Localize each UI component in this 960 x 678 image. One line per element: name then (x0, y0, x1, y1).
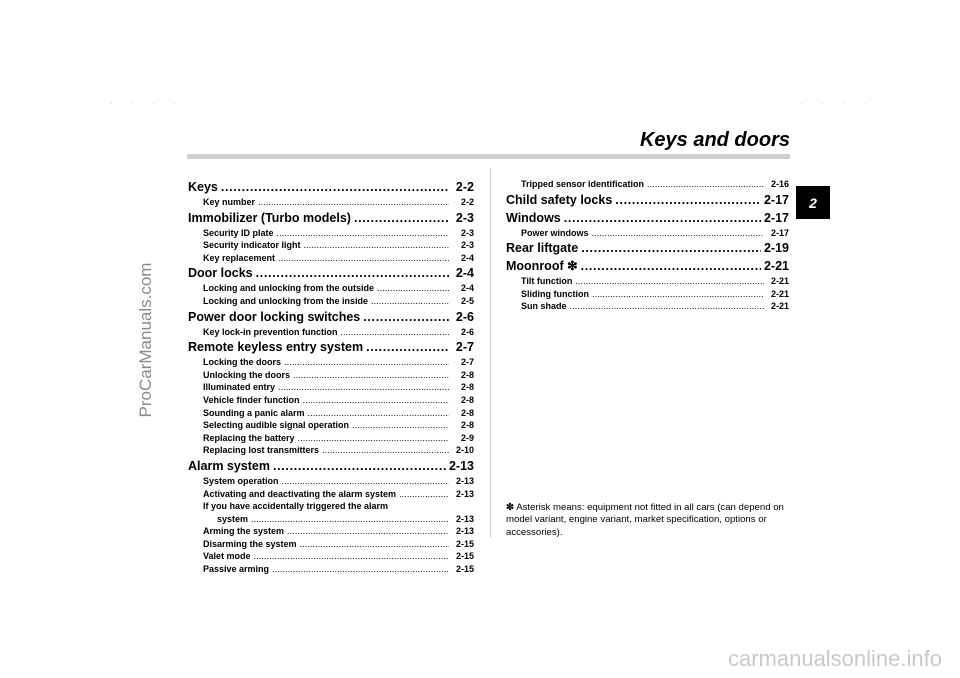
toc-entry-label: Unlocking the doors (203, 369, 291, 380)
toc-page-number: 2-17 (763, 210, 789, 225)
toc-entry[interactable] (188, 432, 474, 445)
toc-leader (581, 258, 761, 275)
toc-leader (282, 475, 449, 488)
toc-leader (272, 563, 449, 576)
toc-page-number: 2-4 (455, 266, 474, 281)
side-watermark: ProCarManuals.com (136, 262, 155, 418)
toc-entry-label: Tilt function (521, 276, 573, 287)
toc-page-number: 2-21 (763, 259, 789, 274)
toc-entry-label: Locking the doors (203, 357, 282, 368)
toc-entry-label: Vehicle finder function (203, 394, 300, 405)
toc-leader (363, 309, 449, 326)
toc-leader (575, 275, 764, 288)
toc-entry-label: Security ID plate (203, 227, 274, 238)
toc-page-number: 2-17 (763, 192, 789, 207)
toc-entry[interactable] (506, 300, 789, 313)
toc-page-number: 2-6 (460, 326, 474, 337)
header-rule (187, 154, 790, 159)
toc-page-number: 2-13 (455, 526, 474, 537)
toc-page-number: 2-8 (460, 407, 474, 418)
toc-page-number: 2-8 (460, 382, 474, 393)
toc-entry[interactable] (188, 356, 474, 369)
toc-page-number: 2-7 (455, 340, 474, 355)
toc-leader (304, 239, 449, 252)
toc-entry-label: Child safety locks (506, 192, 613, 207)
bottom-watermark: carmanualsonline.info (727, 646, 942, 671)
toc-page-number: 2-3 (460, 227, 474, 238)
toc-section[interactable] (188, 210, 474, 227)
toc-leader (564, 210, 761, 227)
toc-entry-label: System operation (203, 475, 279, 486)
toc-entry[interactable] (188, 282, 474, 295)
toc-page-number: 2-8 (460, 369, 474, 380)
toc-section[interactable] (506, 192, 789, 209)
toc-entry-label: Power windows (521, 227, 589, 238)
toc-leader (300, 538, 449, 551)
toc-leader (647, 178, 764, 191)
toc-section[interactable] (188, 458, 474, 475)
toc-page-number: 2-15 (455, 564, 474, 575)
toc-entry[interactable] (188, 252, 474, 265)
toc-entry-label: Disarming the system (203, 538, 297, 549)
toc-leader (273, 458, 446, 475)
toc-entry-label: system (217, 513, 249, 524)
toc-leader (371, 295, 449, 308)
toc-leader (341, 326, 449, 339)
toc-entry-label: Replacing lost transmitters (203, 445, 320, 456)
toc-left-column (188, 178, 474, 576)
toc-entry-label: Arming the system (203, 526, 285, 537)
toc-entry-label: Sun shade (521, 301, 567, 312)
toc-page-number: 2-9 (460, 432, 474, 443)
toc-leader (287, 525, 449, 538)
toc-entry-label: Passive arming (203, 564, 270, 575)
toc-entry-label: Remote keyless entry system (188, 340, 364, 355)
toc-leader (570, 300, 764, 313)
toc-entry-label: Alarm system (188, 458, 270, 473)
page-title: Keys and doors (639, 129, 790, 151)
toc-entry[interactable] (188, 369, 474, 382)
toc-page-number: 2-13 (448, 458, 474, 473)
toc-leader (399, 488, 449, 501)
toc-entry[interactable] (188, 196, 474, 209)
toc-entry-label: Locking and unlocking from the outside (203, 283, 375, 294)
toc-page-number: 2-3 (460, 240, 474, 251)
toc-page-number: 2-17 (770, 227, 789, 238)
toc-entry[interactable] (188, 525, 474, 538)
toc-entry[interactable] (188, 239, 474, 252)
toc-entry[interactable] (506, 288, 789, 301)
toc-entry-label: Sounding a panic alarm (203, 407, 305, 418)
toc-leader (278, 252, 449, 265)
toc-page-number: 2-13 (455, 488, 474, 499)
toc-leader (352, 419, 449, 432)
toc-leader (298, 432, 449, 445)
toc-leader (277, 227, 449, 240)
toc-entry-label: Locking and unlocking from the inside (203, 295, 369, 306)
toc-page-number: 2-21 (770, 301, 789, 312)
toc-leader (284, 356, 449, 369)
toc-entry[interactable] (188, 538, 474, 551)
crop-mark-right: . . . . (800, 96, 874, 106)
toc-entry[interactable] (188, 488, 474, 501)
toc-entry-label: Security indicator light (203, 240, 301, 251)
toc-page-number: 2-2 (455, 180, 474, 194)
toc-entry[interactable] (188, 326, 474, 339)
chapter-tab: 2 (796, 186, 830, 219)
toc-entry-label: Tripped sensor identification (521, 179, 645, 189)
toc-leader (308, 407, 449, 420)
toc-entry[interactable] (188, 394, 474, 407)
toc-entry[interactable] (188, 419, 474, 432)
toc-leader (592, 288, 764, 301)
toc-page-number: 2-8 (460, 394, 474, 405)
asterisk-icon: ❇ (506, 502, 515, 513)
toc-entry-label: Keys (188, 180, 218, 194)
toc-section[interactable] (506, 210, 789, 227)
toc-entry[interactable] (506, 275, 789, 288)
toc-leader (615, 192, 761, 209)
toc-leader (377, 282, 449, 295)
toc-page-number: 2-21 (770, 276, 789, 287)
toc-leader (256, 265, 449, 282)
toc-page-number: 2-5 (460, 295, 474, 306)
toc-entry[interactable] (188, 295, 474, 308)
toc-page-number: 2-3 (455, 210, 474, 225)
toc-entry[interactable] (506, 178, 789, 191)
toc-entry[interactable] (188, 227, 474, 240)
toc-page-number: 2-4 (460, 252, 474, 263)
toc-entry-label: Key replacement (203, 252, 276, 263)
toc-entry[interactable] (188, 407, 474, 420)
toc-entry-label: Moonroof ❇ (506, 259, 578, 274)
toc-section[interactable] (188, 265, 474, 282)
toc-entry[interactable] (188, 475, 474, 488)
toc-leader (258, 196, 449, 209)
toc-section[interactable] (506, 240, 789, 257)
toc-page-number: 2-19 (763, 241, 789, 256)
column-divider (490, 168, 491, 538)
toc-page-number: 2-15 (455, 551, 474, 562)
toc-entry[interactable] (188, 513, 474, 526)
toc-page-number: 2-13 (455, 513, 474, 524)
crop-mark-left: . . . . (110, 96, 184, 106)
toc-entry-label: Selecting audible signal operation (203, 420, 350, 431)
toc-page-number: 2-10 (455, 445, 474, 456)
toc-section[interactable] (506, 258, 789, 275)
toc-entry-label: Windows (506, 210, 561, 225)
toc-entry-label: Immobilizer (Turbo models) (188, 210, 351, 225)
toc-entry-line[interactable]: If you have accidentally triggered the alarm (203, 501, 389, 512)
toc-entry-label: Rear liftgate (506, 241, 579, 256)
toc-entry-label: Key number (203, 197, 256, 207)
toc-entry-label: Replacing the battery (203, 432, 295, 443)
toc-leader (322, 444, 449, 457)
footnote-text: Asterisk means: equipment not fitted in all cars (can depend on model variant, engine variant, market specification, options or accessories). (506, 502, 784, 538)
toc-page-number: 2-13 (455, 475, 474, 486)
toc-entry[interactable] (506, 227, 789, 240)
toc-entry-label: Activating and deactivating the alarm system (203, 488, 397, 499)
toc-page-number: 2-6 (455, 309, 474, 324)
toc-section[interactable] (188, 309, 474, 326)
toc-entry-label: Illuminated entry (203, 382, 276, 393)
toc-entry-label: Power door locking switches (188, 309, 361, 324)
toc-section[interactable] (188, 339, 474, 356)
toc-leader (278, 381, 449, 394)
toc-entry-label: Door locks (188, 266, 253, 281)
footnote (506, 502, 790, 539)
toc-page-number: 2-8 (460, 420, 474, 431)
toc-leader (251, 513, 449, 526)
toc-leader (354, 210, 449, 227)
toc-entry[interactable] (188, 381, 474, 394)
toc-leader (366, 339, 449, 356)
toc-entry[interactable] (188, 563, 474, 576)
toc-page-number: 2-15 (455, 538, 474, 549)
toc-page-number: 2-7 (460, 357, 474, 368)
toc-entry-label: Valet mode (203, 551, 251, 562)
toc-leader (254, 550, 449, 563)
toc-section[interactable] (188, 179, 474, 196)
toc-leader (221, 179, 449, 196)
toc-leader (303, 394, 449, 407)
toc-entry[interactable] (188, 444, 474, 457)
toc-leader (592, 227, 764, 240)
toc-entry-label: Key lock-in prevention function (203, 326, 338, 337)
toc-right-column (506, 178, 789, 313)
toc-entry-label: Sliding function (521, 288, 589, 299)
toc-page-number: 2-16 (770, 179, 789, 189)
toc-leader (293, 369, 449, 382)
toc-leader (581, 240, 761, 257)
toc-page-number: 2-4 (460, 283, 474, 294)
toc-page-number: 2-2 (460, 197, 474, 207)
toc-entry[interactable] (188, 550, 474, 563)
toc-page-number: 2-21 (770, 288, 789, 299)
